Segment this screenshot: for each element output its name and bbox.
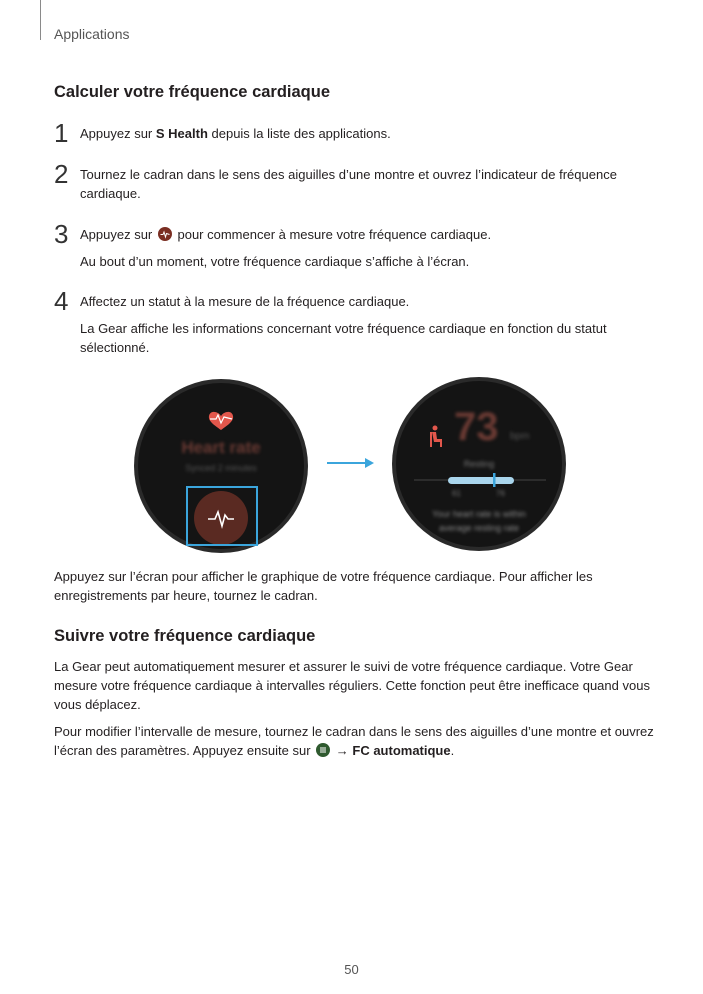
heart-rate-range-bar xyxy=(448,477,514,484)
step-text: Affectez un statut à la mesure de la fréquence cardiaque. xyxy=(80,294,410,309)
menu-icon xyxy=(316,743,330,757)
heart-icon xyxy=(209,412,233,430)
note-line-1: Your heart rate is within xyxy=(432,509,526,519)
step-subtext: La Gear affiche les informations concernant votre fréquence cardiaque en fonction du statut sélectionné. xyxy=(80,321,607,355)
section-title-calculate: Calculer votre fréquence cardiaque xyxy=(54,83,331,101)
step-number: 2 xyxy=(54,159,69,189)
step-2 xyxy=(54,159,654,203)
watch-title: Heart rate xyxy=(181,438,261,457)
status-label: Resting xyxy=(463,459,495,469)
step-text: Appuyez sur pour commencer à mesure votre fréquence cardiaque. xyxy=(80,227,492,242)
app-name-s-health: S Health xyxy=(155,126,208,141)
current-rate-marker xyxy=(493,473,496,487)
step-subtext: Au bout d’un moment, votre fréquence cardiaque s’affiche à l’écran. xyxy=(80,254,470,269)
setting-fc-automatique: FC automatique xyxy=(352,743,451,758)
scale-high: 76 xyxy=(496,489,505,498)
page-number: 50 xyxy=(344,962,359,977)
step-number: 3 xyxy=(54,219,69,249)
heart-measure-icon xyxy=(158,227,172,241)
step-number: 4 xyxy=(54,286,69,316)
section-header: Applications xyxy=(54,26,130,42)
watch-subtitle: Synced 2 minutes xyxy=(185,463,257,473)
bpm-value: 73 xyxy=(454,405,499,449)
seated-person-icon xyxy=(430,426,442,448)
step-3 xyxy=(54,219,654,271)
watch-screen-result xyxy=(396,381,562,547)
section-title-track: Suivre votre fréquence cardiaque xyxy=(54,627,316,645)
step-text: Appuyez sur S Health depuis la liste des applications. xyxy=(80,126,391,141)
scale-low: 61 xyxy=(452,489,461,498)
highlight-frame xyxy=(186,486,258,546)
track-paragraph-1: La Gear peut automatiquement mesurer et assurer le suivi de votre fréquence cardiaque. Votre Gear mesure votre fréquence cardiaque à intervalles réguliers. Cette fonction peut être inefficace quand vous vous déplacez. xyxy=(54,659,650,712)
step-text: Tournez le cadran dans le sens des aiguilles d’une montre et ouvrez l’indicateur de fréquence cardiaque. xyxy=(80,167,617,201)
step-4 xyxy=(54,286,654,357)
step-number: 1 xyxy=(54,118,69,148)
step-1 xyxy=(54,118,654,148)
note-line-2: average resting rate xyxy=(438,523,520,533)
margin-rule xyxy=(40,0,41,40)
track-paragraph-2: Pour modifier l’intervalle de mesure, tournez le cadran dans le sens des aiguilles d’une montre et ouvrez l’écran des paramètres. Appuyez ensuite sur → FC automatique. xyxy=(54,724,654,758)
bpm-unit: bpm xyxy=(510,431,530,442)
after-image-text: Appuyez sur l’écran pour afficher le graphique de votre fréquence cardiaque. Pour afficher les enregistrements par heure, tournez le cadran. xyxy=(54,569,593,603)
arrow-right-icon xyxy=(327,456,375,470)
